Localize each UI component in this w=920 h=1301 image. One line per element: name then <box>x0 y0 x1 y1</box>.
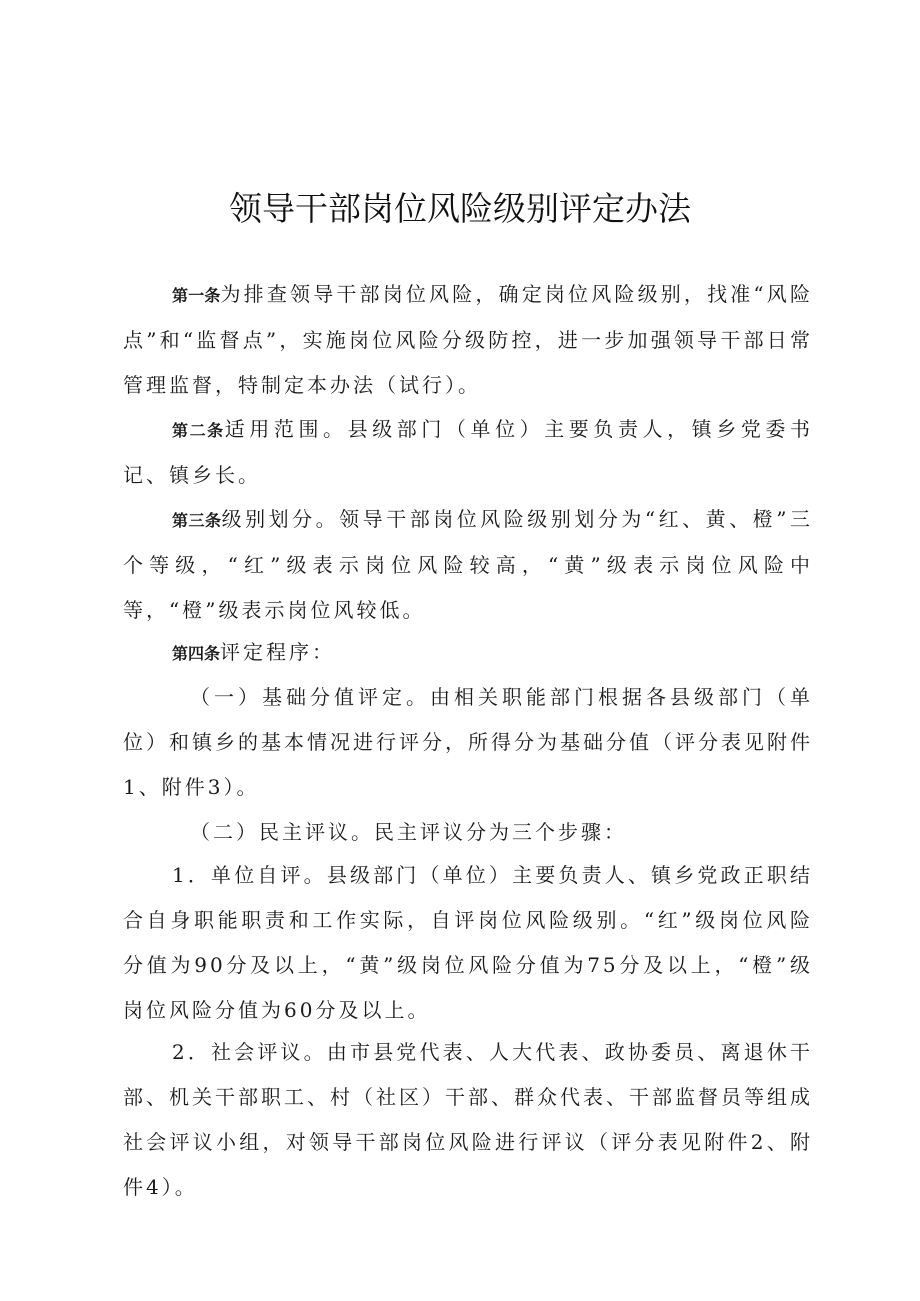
article-4 <box>123 630 813 676</box>
article-label: 第三条 <box>172 511 222 530</box>
clause-basic-score: （一）基础分值评定。由相关职能部门根据各县级部门（单位）和镇乡的基本情况进行评分，所得分为基础分值（评分表见附件1、附件3）。 <box>123 685 813 799</box>
clause-social-review: 2．社会评议。由市县党代表、人大代表、政协委员、离退休干部、机关干部职工、村（社区）干部、群众代表、干部监督员等组成社会评议小组，对领导干部岗位风险进行评议（评分表见附件2、附件4）。 <box>123 1040 813 1199</box>
article-3 <box>123 497 813 633</box>
document-title: 领导干部岗位风险级别评定办法 <box>229 189 691 228</box>
article-label: 第四条 <box>172 644 221 663</box>
article-1 <box>123 272 813 408</box>
article-2 <box>123 407 813 498</box>
article-text: 评定程序： <box>220 640 336 664</box>
article-text: 级别划分。领导干部岗位风险级别划分为“红、黄、橙”三个等级，“红”级表示岗位风险较高，“黄”级表示岗位风险中等，“橙”级表示岗位风较低。 <box>123 507 813 622</box>
clause-self-evaluation: 1．单位自评。县级部门（单位）主要负责人、镇乡党政正职结合自身职能职责和工作实际，自评岗位风险级别。“红”级岗位风险分值为90分及以上，“黄”级岗位风险分值为75分及以上，“橙”级岗位风险分值为60分及以上。 <box>123 863 813 1022</box>
article-text: 为排查领导干部岗位风险，确定岗位风险级别，找准“风险点”和“监督点”，实施岗位风险分级防控，进一步加强领导干部日常管理监督，特制定本办法（试行）。 <box>123 282 813 397</box>
clause-democratic-review: （二）民主评议。民主评议分为三个步骤： <box>190 820 627 844</box>
article-text: 适用范围。县级部门（单位）主要负责人，镇乡党委书记、镇乡长。 <box>123 417 813 487</box>
article-label: 第一条 <box>172 286 221 305</box>
article-label: 第二条 <box>172 421 225 440</box>
